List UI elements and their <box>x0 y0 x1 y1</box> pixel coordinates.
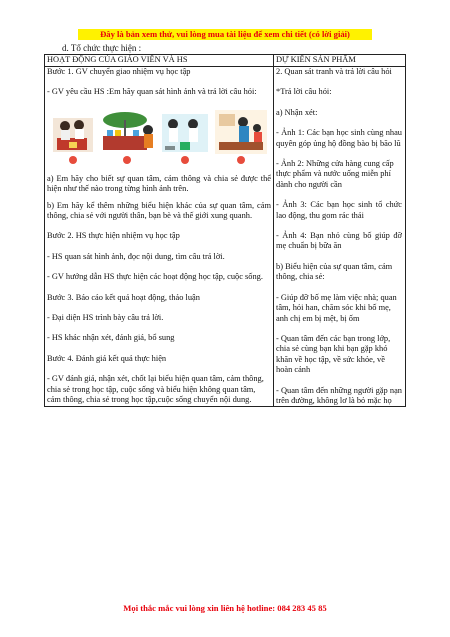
expected-product-cell <box>274 67 406 407</box>
answer-image-3: - Ảnh 3: Các bạn học sinh tổ chức lao động, thu gom rác thải <box>276 200 402 220</box>
answer-b-item-1: - Giúp đỡ bố mẹ làm việc nhà; quan tâm, hỏi han, chăm sóc khi bố mẹ, anh chị em bị mệt, bị ốm <box>276 292 397 323</box>
illustration-strip <box>47 100 271 174</box>
answer-b-item-3: - Quan tâm đến những người gặp nạn trên đường, không lơ là bỏ mặc họ <box>276 385 402 405</box>
teacher-activity-cell <box>45 67 274 407</box>
answer-image-2: - Ảnh 2: Những cửa hàng cung cấp thực phẩm và nước uống miễn phí dành cho người cần <box>276 159 394 189</box>
answer-b-title: b) Biểu hiện của sự quan tâm, cảm thông, chia sẻ: <box>276 261 393 282</box>
step-3-title: Bước 3. Báo cáo kết quả hoạt động, thảo luận <box>47 292 200 302</box>
step-1-title: Bước 1. GV chuyển giao nhiệm vụ học tập <box>47 67 191 76</box>
table-row <box>45 67 406 407</box>
step-3-item-1: - Đại diện HS trình bày câu trả lời. <box>47 313 164 323</box>
step-1-task: - GV yêu cầu HS :Em hãy quan sát hình ảnh và trả lời câu hỏi: <box>47 87 257 97</box>
answer-a-title: a) Nhận xét: <box>276 107 318 117</box>
answer-b-item-2: - Quan tâm đến các bạn trong lớp, chia sẻ cùng bạn khi bạn gặp khó khăn về học tập, về sức khỏe, về hoàn cảnh <box>276 333 391 375</box>
hotline-banner: Mọi thắc mắc vui lòng xin liên hệ hotline: 084 283 45 85 <box>123 603 327 613</box>
question-a: a) Em hãy cho biết sự quan tâm, cảm thông và chia sẻ được thể hiện như thế nào trong từng hình ảnh trên. <box>47 173 271 194</box>
section-title: d. Tổ chức thực hiện : <box>62 43 142 53</box>
activity-table <box>44 54 406 407</box>
classroom-activity-illustrations-icon <box>47 100 272 174</box>
answer-heading: *Trả lời câu hỏi: <box>276 87 332 97</box>
answer-image-1: - Ảnh 1: Các bạn học sinh cùng nhau quyên góp ủng hộ đồng bào bị bão lũ <box>276 128 402 148</box>
question-b: b) Em hãy kể thêm những biểu hiện khác của sự quan tâm, cảm thông, chia sẻ với người thân, bạn bè và thế giới xung quanh. <box>47 200 271 221</box>
table-header-row <box>45 55 406 67</box>
preview-banner: Đây là bản xem thử, vui lòng mua tài liệu để xem chi tiết (có lời giải) <box>78 29 372 40</box>
step-3-item-2: - HS khác nhận xét, đánh giá, bổ sung <box>47 333 175 343</box>
answer-image-4: - Ảnh 4: Bạn nhỏ cùng bố giúp đỡ mẹ chuẩn bị bữa ăn <box>276 231 402 251</box>
answer-intro: 2. Quan sát tranh và trả lời câu hỏi <box>276 67 392 76</box>
step-4-title: Bước 4. Đánh giá kết quả thực hiện <box>47 353 167 363</box>
step-4-item-1: - GV đánh giá, nhận xét, chốt lại biểu hiện quan tâm, cảm thông, chia sẻ trong học tập, cuộc sống và biểu hiện không quan tâm, cảm thông, chia sẻ trong học tập,cuộc sống chuyển nội dung. <box>47 374 264 405</box>
step-2-title: Bước 2. HS thực hiện nhiệm vụ học tập <box>47 231 180 241</box>
step-2-item-2: - GV hướng dẫn HS thực hiện các hoạt động học tập, cuộc sống. <box>47 272 263 282</box>
header-expected-product: DỰ KIẾN SẢN PHẨM <box>274 55 406 67</box>
header-teacher-activity: HOẠT ĐỘNG CỦA GIÁO VIÊN VÀ HS <box>45 55 274 67</box>
step-2-item-1: - HS quan sát hình ảnh, đọc nội dung, tìm câu trả lời. <box>47 251 225 261</box>
